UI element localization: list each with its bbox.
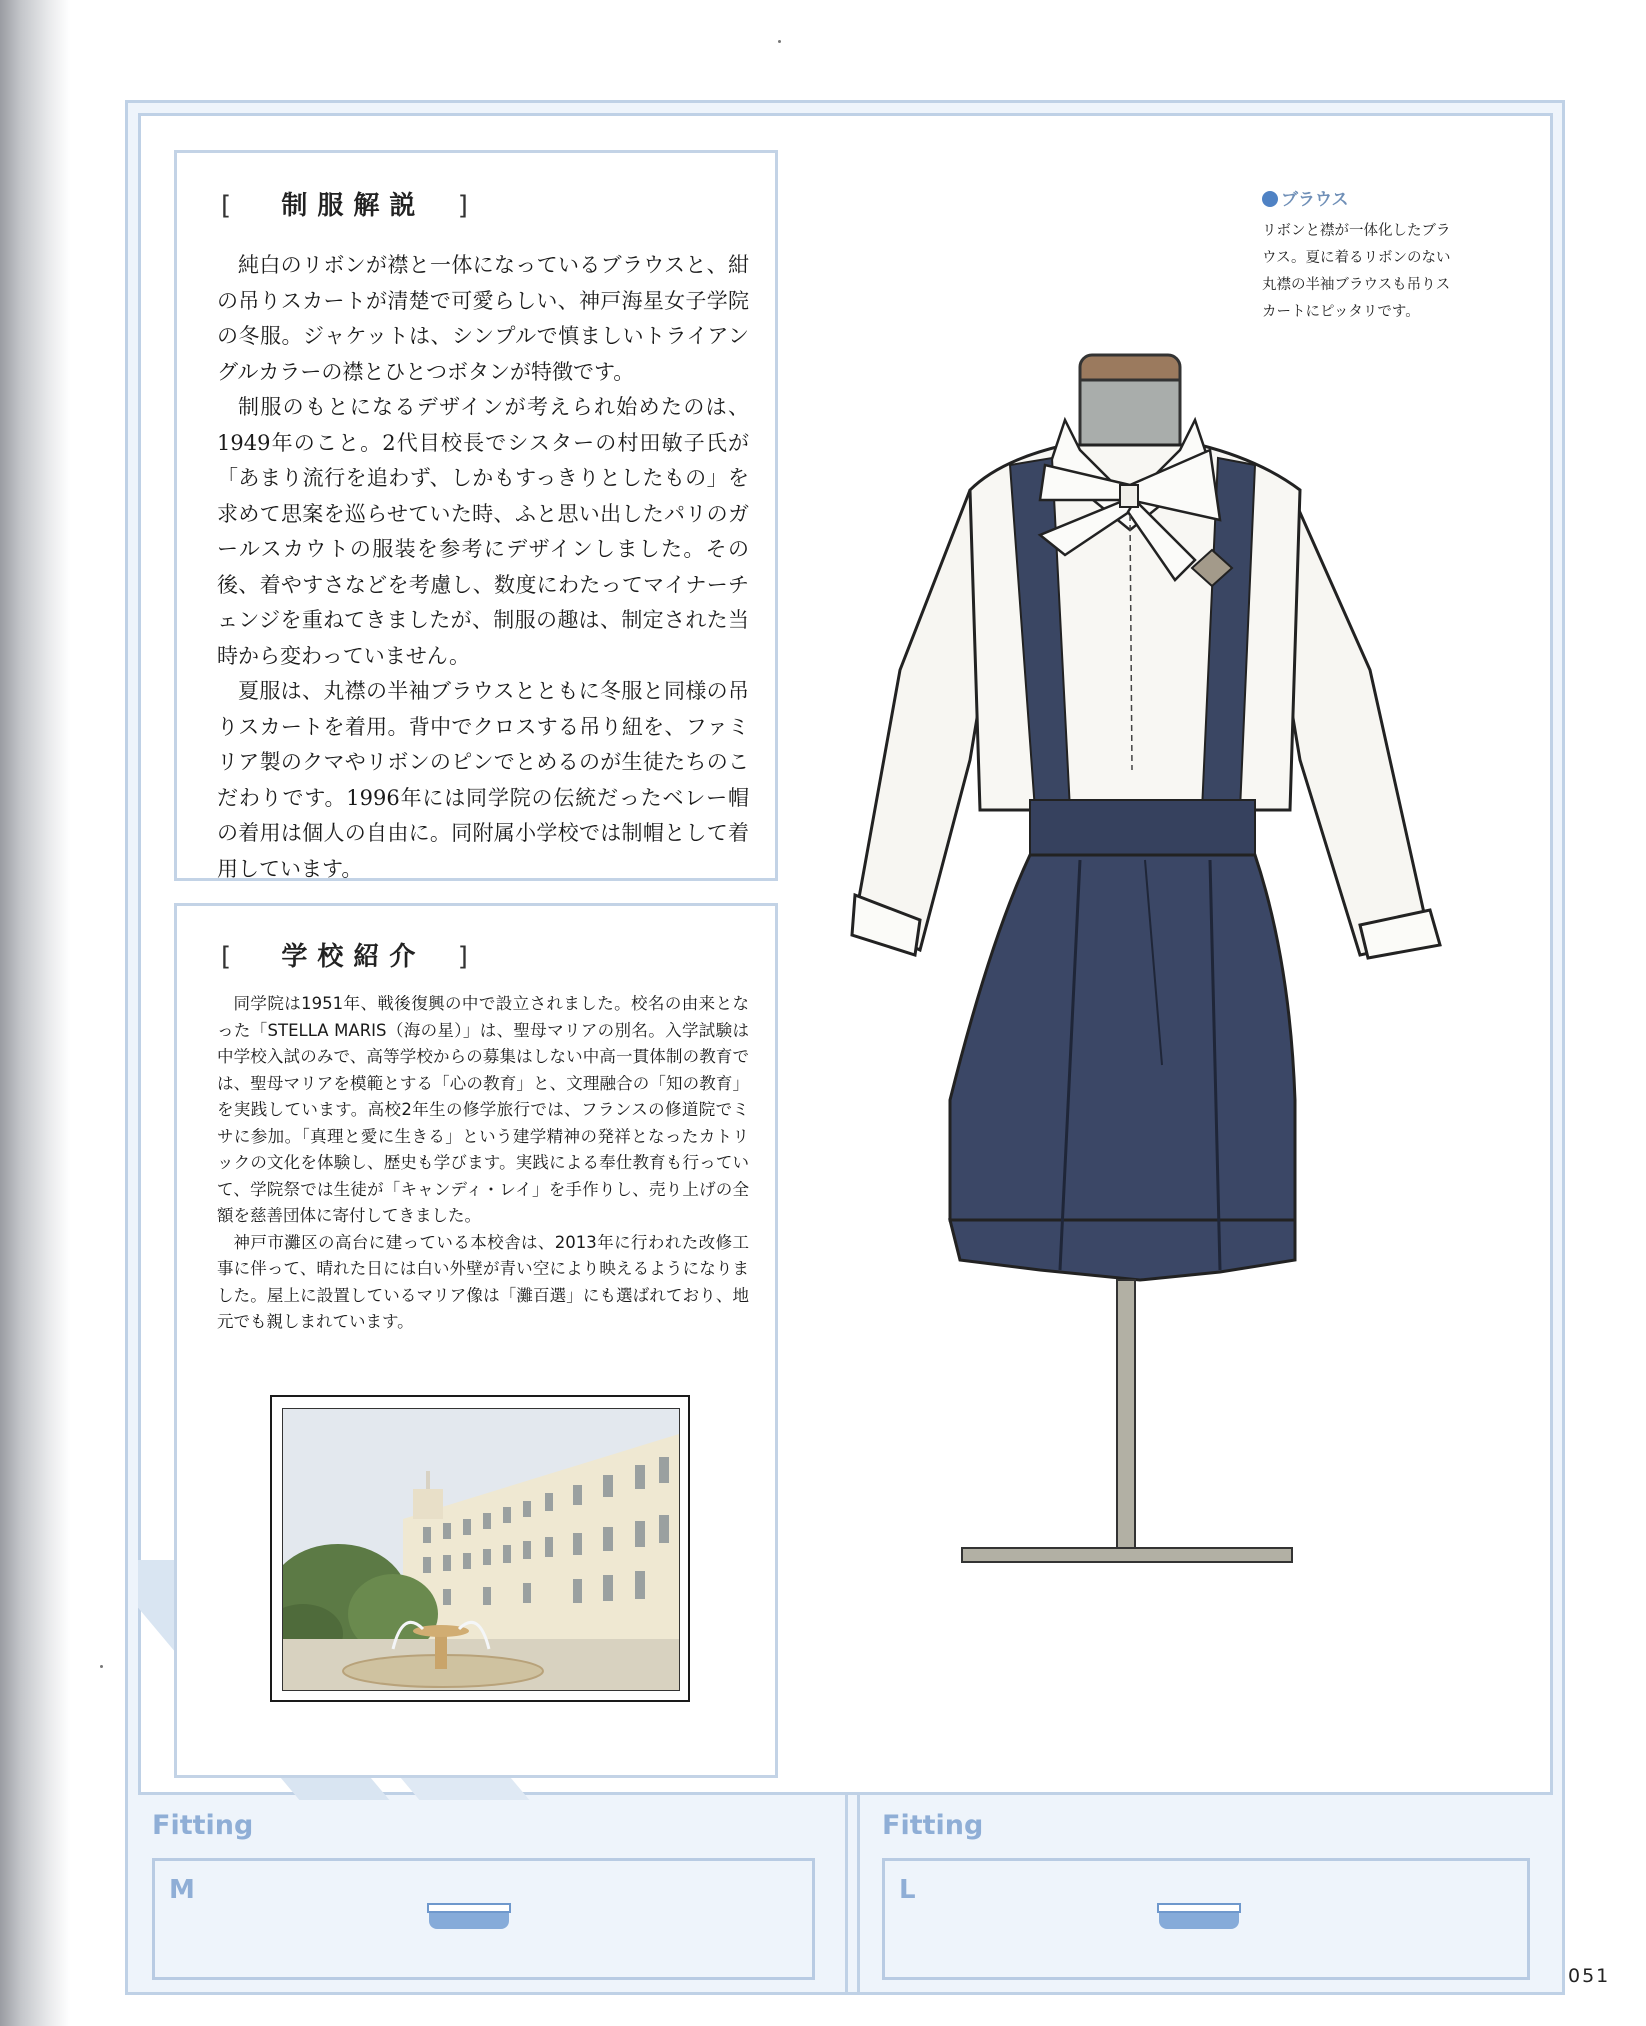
- uniform-explanation-body: [217, 248, 749, 887]
- bullet-dot-icon: [1262, 191, 1278, 207]
- uniform-mannequin-illustration: [840, 340, 1460, 1800]
- fitting-marker-icon: [1157, 1903, 1241, 1931]
- book-spine-shadow: [0, 0, 70, 2026]
- paragraph: 同学院は1951年、戦後復興の中で設立されました。校名の由来となった「STELLA MARIS（海の星）」は、聖母マリアの別名。入学試験は中学校入試のみで、高等学校からの募集はしない中高一貫体制の教育では、聖母マリアを模範とする「心の教育」と、文理融合の「知の教育」を実践しています。高校2年生の修学旅行では、フランスの修道院でミサに参加。「真理と愛に生きる」という建学精神の発祥となったカトリックの文化を体験し、歴史も学びます。実践による奉仕教育も行っていて、学院祭では生徒が「キャンディ・レイ」を手作りし、売り上げの全額を慈善団体に寄付してきました。: [217, 994, 749, 1225]
- paragraph: 制服のもとになるデザインが考えられ始めたのは、1949年のこと。2代目校長でシスターの村田敏子氏が「あまり流行を追わず、しかもすっきりとしたもの」を求めて思案を巡らせていた時、ふと思い出したパリのガールスカウトの服装を参考にデザインしました。その後、着やすさなどを考慮し、数度にわたってマイナーチェンジを重ねてきましたが、制服の趣は、制定された当時から変わっていません。: [217, 395, 749, 668]
- fitting-title: Fitting: [152, 1810, 254, 1841]
- fitting-divider: [845, 1795, 848, 1995]
- fitting-marker-icon: [427, 1903, 511, 1931]
- school-building-photo: [282, 1408, 680, 1691]
- scan-speck: [778, 40, 781, 43]
- paragraph: 純白のリボンが襟と一体になっているブラウスと、紺の吊りスカートが清楚で可愛らしい、神戸海星女子学院の冬服。ジャケットは、シンプルで慎ましいトライアングルカラーの襟とひとつボタンが特徴です。: [217, 253, 749, 384]
- fitting-size-label: M: [169, 1875, 195, 1905]
- uniform-explanation-heading: [ 制服解説 ]: [221, 191, 478, 221]
- fitting-box-m: [152, 1858, 815, 1980]
- fitting-divider: [857, 1795, 860, 1995]
- fitting-size-label: L: [899, 1875, 916, 1905]
- fitting-title: Fitting: [882, 1810, 984, 1841]
- blouse-note-description: リボンと襟が一体化したブラウス。夏に着るリボンのない丸襟の半袖ブラウスも吊りスカートにピッタリです。: [1262, 223, 1451, 320]
- school-introduction-body: [217, 991, 749, 1336]
- school-photo-frame: [270, 1395, 690, 1702]
- paragraph: 夏服は、丸襟の半袖ブラウスとともに冬服と同様の吊りスカートを着用。背中でクロスする吊り紐を、ファミリア製のクマやリボンのピンでとめるのが生徒たちのこだわりです。1996年には同学院の伝統だったベレー帽の着用は個人の自由に。同附属小学校では制帽として着用しています。: [217, 679, 749, 881]
- fitting-box-l: [882, 1858, 1530, 1980]
- page-number: 051: [1568, 1965, 1611, 1987]
- paragraph: 神戸市灘区の高台に建っている本校舎は、2013年に行われた改修工事に伴って、晴れた日には白い外壁が青い空により映えるようになりました。屋上に設置しているマリア像は「灘百選」にも選ばれており、地元でも親しまれています。: [217, 1232, 749, 1331]
- blouse-note: [1262, 185, 1462, 326]
- uniform-explanation-box: [174, 150, 778, 881]
- school-introduction-heading: [ 学校紹介 ]: [221, 942, 478, 972]
- blouse-note-title: ブラウス: [1262, 185, 1462, 210]
- scan-speck: [100, 1665, 103, 1668]
